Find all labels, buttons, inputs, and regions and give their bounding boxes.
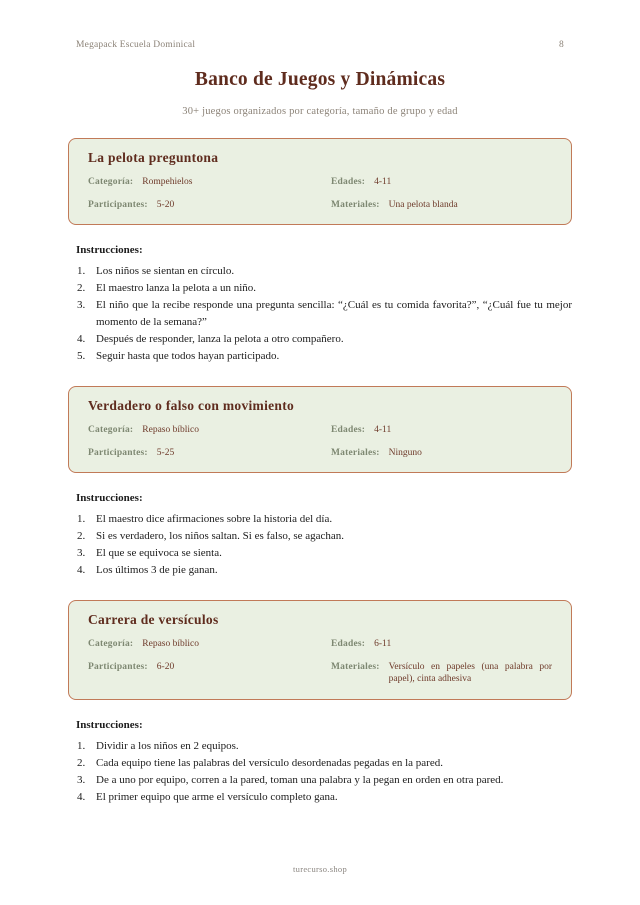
header-page-number: 8 bbox=[559, 40, 564, 50]
meta-label-categoria: Categoría: bbox=[88, 177, 134, 187]
meta-label-categoria: Categoría: bbox=[88, 639, 134, 649]
meta-value-participantes: 5-20 bbox=[156, 199, 175, 210]
meta-value-edades: 6-11 bbox=[374, 639, 392, 649]
meta-materiales bbox=[331, 661, 552, 686]
meta-row bbox=[88, 176, 552, 189]
instruction-step: Seguir hasta que todos hayan participado. bbox=[96, 350, 280, 362]
meta-participantes bbox=[88, 199, 331, 212]
meta-label-participantes: Participantes: bbox=[88, 447, 148, 458]
instruction-step: Después de responder, lanza la pelota a otro compañero. bbox=[96, 333, 344, 345]
meta-edades bbox=[331, 424, 552, 437]
meta-categoria bbox=[88, 424, 331, 437]
meta-edades bbox=[331, 176, 552, 189]
instructions-list bbox=[76, 738, 572, 806]
meta-label-materiales: Materiales: bbox=[331, 661, 380, 672]
instruction-step: El maestro dice afirmaciones sobre la historia del día. bbox=[96, 513, 333, 525]
meta-value-participantes: 5-25 bbox=[156, 447, 175, 458]
page-footer: turecurso.shop bbox=[292, 864, 347, 874]
header-document-name: Megapack Escuela Dominical bbox=[76, 40, 196, 50]
meta-label-materiales: Materiales: bbox=[331, 447, 380, 458]
meta-edades bbox=[331, 638, 552, 651]
instructions-list bbox=[76, 263, 572, 365]
meta-value-materiales: Una pelota blanda bbox=[388, 199, 458, 210]
meta-label-edades: Edades: bbox=[331, 425, 366, 435]
meta-materiales bbox=[331, 447, 552, 460]
game-title: Carrera de versículos bbox=[88, 612, 219, 627]
meta-participantes bbox=[88, 447, 331, 460]
meta-participantes bbox=[88, 661, 331, 686]
instruction-step: El maestro lanza la pelota a un niño. bbox=[96, 282, 257, 294]
meta-categoria bbox=[88, 176, 331, 189]
instruction-step: De a uno por equipo, corren a la pared, toman una palabra y la pegan en orden en otra pared. bbox=[96, 773, 504, 786]
game-meta bbox=[88, 638, 552, 686]
instructions-heading: Instrucciones: bbox=[76, 244, 143, 256]
meta-row bbox=[88, 424, 552, 437]
meta-value-edades: 4-11 bbox=[374, 177, 392, 187]
instruction-step: Los niños se sientan en círculo. bbox=[96, 265, 235, 277]
meta-value-edades: 4-11 bbox=[374, 425, 392, 435]
instruction-step: El primer equipo que arme el versículo completo gana. bbox=[96, 790, 338, 803]
instructions-list bbox=[76, 511, 572, 579]
page-header bbox=[0, 0, 640, 50]
meta-value-participantes: 6-20 bbox=[156, 661, 175, 672]
game-section-1 bbox=[68, 138, 572, 365]
instruction-step: El niño que la recibe responde una pregunta sencilla: “¿Cuál es tu comida favorita?”, “¿Cuál fue tu mejor momento de la semana?” bbox=[96, 299, 572, 328]
meta-label-participantes: Participantes: bbox=[88, 661, 148, 672]
meta-row bbox=[88, 199, 552, 212]
meta-materiales bbox=[331, 199, 552, 212]
document-title: Banco de Juegos y Dinámicas bbox=[194, 69, 446, 90]
game-card-1 bbox=[68, 138, 572, 225]
document-subtitle: 30+ juegos organizados por categoría, tamaño de grupo y edad bbox=[182, 106, 458, 117]
meta-row bbox=[88, 661, 552, 686]
meta-label-materiales: Materiales: bbox=[331, 199, 380, 210]
meta-row bbox=[88, 447, 552, 460]
instruction-step: Dividir a los niños en 2 equipos. bbox=[96, 739, 239, 752]
meta-label-categoria: Categoría: bbox=[88, 425, 134, 435]
meta-value-materiales: Versículo en papeles (una palabra por papel), cinta adhesiva bbox=[388, 661, 552, 684]
game-section-3 bbox=[68, 600, 572, 806]
meta-value-categoria: Repaso bíblico bbox=[142, 425, 199, 435]
meta-label-participantes: Participantes: bbox=[88, 199, 148, 210]
document-content bbox=[0, 138, 640, 806]
game-meta bbox=[88, 176, 552, 211]
instruction-step: El que se equivoca se sienta. bbox=[96, 547, 222, 559]
meta-row bbox=[88, 638, 552, 651]
meta-value-materiales: Ninguno bbox=[388, 447, 422, 458]
instructions-heading: Instrucciones: bbox=[76, 492, 143, 504]
meta-label-edades: Edades: bbox=[331, 177, 366, 187]
game-card-3 bbox=[68, 600, 572, 700]
instruction-step: Cada equipo tiene las palabras del versículo desordenadas pegadas en la pared. bbox=[96, 756, 443, 769]
instructions-heading: Instrucciones: bbox=[76, 718, 143, 731]
game-title: Verdadero o falso con movimiento bbox=[88, 398, 295, 413]
game-meta bbox=[88, 424, 552, 459]
game-card-2 bbox=[68, 386, 572, 473]
instruction-step: Si es verdadero, los niños saltan. Si es falso, se agachan. bbox=[96, 530, 345, 542]
meta-value-categoria: Repaso bíblico bbox=[142, 639, 199, 649]
meta-categoria bbox=[88, 638, 331, 651]
game-section-2 bbox=[68, 386, 572, 579]
meta-label-edades: Edades: bbox=[331, 639, 366, 649]
instruction-step: Los últimos 3 de pie ganan. bbox=[96, 564, 218, 576]
game-title: La pelota preguntona bbox=[88, 150, 219, 165]
meta-value-categoria: Rompehielos bbox=[142, 177, 193, 187]
